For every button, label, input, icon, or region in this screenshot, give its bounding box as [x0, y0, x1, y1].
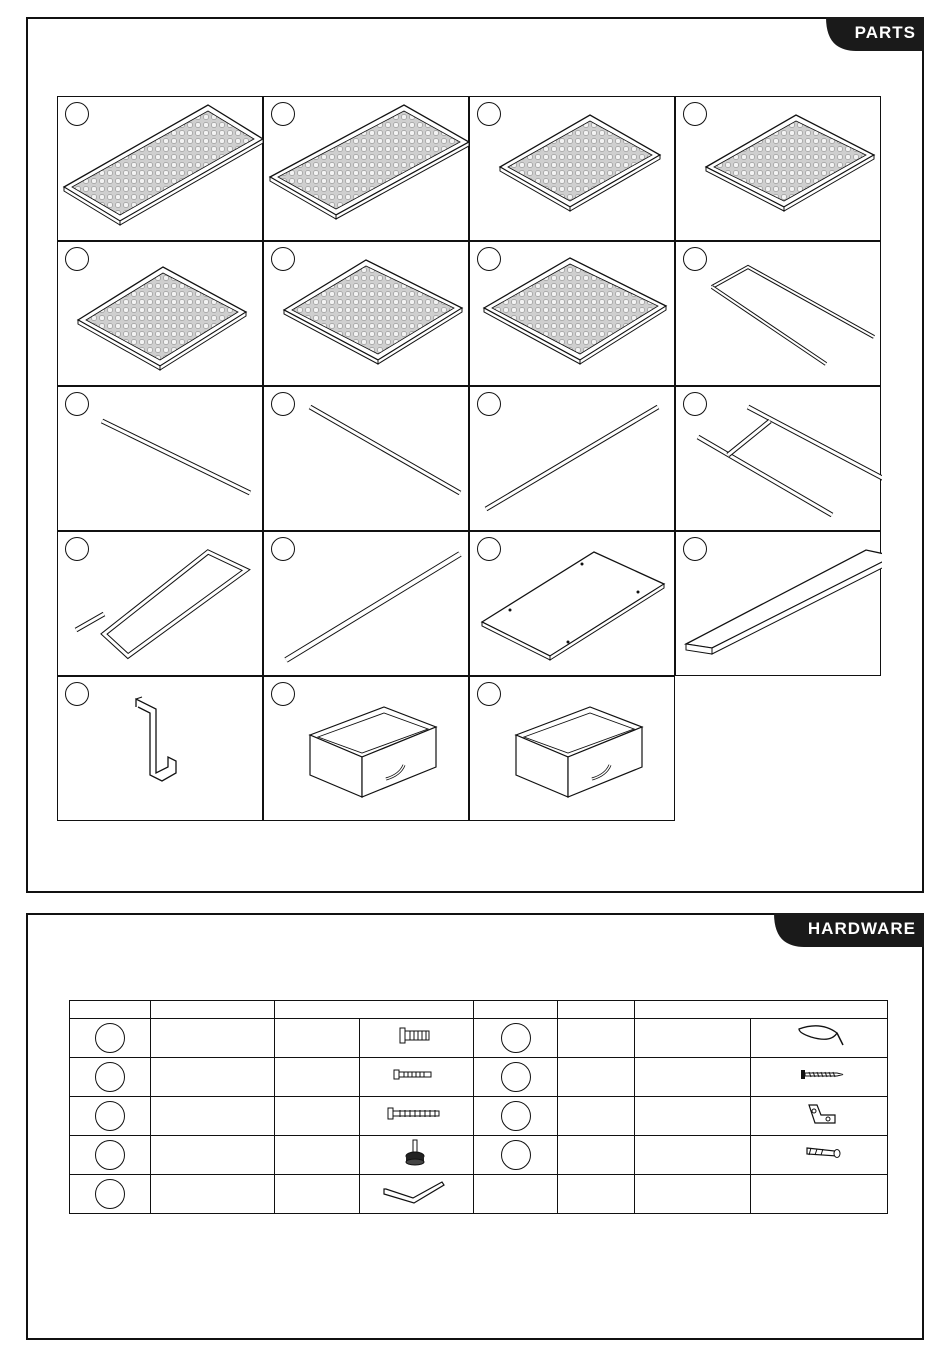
part-cell-18	[263, 676, 469, 821]
angle-bracket-icon	[751, 1097, 887, 1130]
header-cell	[70, 1001, 151, 1019]
part-cell-5	[57, 241, 263, 386]
part-number-circle	[271, 682, 295, 706]
part-cell-15	[469, 531, 675, 676]
leveling-foot-icon	[360, 1136, 473, 1169]
hardware-letter-circle	[95, 1023, 125, 1053]
h-frame-icon	[676, 387, 882, 532]
hardware-tab-label: HARDWARE	[807, 919, 916, 938]
part-cell-14	[263, 531, 469, 676]
mesh-shelf-long-icon	[264, 97, 470, 242]
hardware-row	[70, 1058, 888, 1097]
mesh-shelf-medium-icon	[676, 97, 882, 242]
hardware-letter-circle	[95, 1062, 125, 1092]
part-cell-9	[57, 386, 263, 531]
header-cell	[558, 1001, 635, 1019]
header-cell	[151, 1001, 275, 1019]
part-cell-2	[263, 96, 469, 241]
hardware-letter-circle	[95, 1101, 125, 1131]
hardware-letter-circle	[501, 1140, 531, 1170]
hook-icon	[58, 677, 264, 822]
mesh-shelf-square-icon	[264, 242, 470, 387]
rail-bar-icon	[264, 387, 470, 532]
wood-screw-icon	[751, 1058, 887, 1091]
part-number-circle	[477, 392, 501, 416]
part-number-circle	[65, 247, 89, 271]
flat-head-screw-icon	[360, 1019, 473, 1052]
part-number-circle	[271, 102, 295, 126]
part-cell-4	[675, 96, 881, 241]
wall-anchor-icon	[751, 1136, 887, 1169]
part-number-circle	[477, 102, 501, 126]
hardware-table	[69, 1000, 888, 1214]
hardware-letter-circle	[95, 1179, 125, 1209]
mesh-shelf-medium-icon	[470, 97, 676, 242]
part-number-circle	[477, 682, 501, 706]
part-cell-6	[263, 241, 469, 386]
part-cell-12	[675, 386, 881, 531]
hardware-row	[70, 1175, 888, 1214]
part-number-circle	[65, 682, 89, 706]
drawer-icon	[470, 677, 676, 822]
part-number-circle	[271, 537, 295, 561]
long-bar-icon	[264, 532, 470, 677]
long-screw-icon	[360, 1058, 473, 1091]
part-number-circle	[683, 247, 707, 271]
part-cell-16	[675, 531, 881, 676]
part-number-circle	[683, 537, 707, 561]
part-cell-10	[263, 386, 469, 531]
header-cell	[635, 1001, 888, 1019]
part-number-circle	[65, 102, 89, 126]
mesh-shelf-square-icon	[470, 242, 676, 387]
board-panel-icon	[470, 532, 676, 677]
part-cell-13	[57, 531, 263, 676]
hardware-letter-circle	[501, 1062, 531, 1092]
part-cell-19	[469, 676, 675, 821]
part-number-circle	[477, 537, 501, 561]
rail-bar-icon	[470, 387, 676, 532]
part-cell-17	[57, 676, 263, 821]
drawer-icon	[264, 677, 470, 822]
part-cell-8	[675, 241, 881, 386]
extra-long-screw-icon	[360, 1097, 473, 1130]
part-number-circle	[477, 247, 501, 271]
rail-bar-icon	[58, 387, 264, 532]
part-cell-11	[469, 386, 675, 531]
part-cell-1	[57, 96, 263, 241]
plank-icon	[676, 532, 882, 677]
part-number-circle	[65, 392, 89, 416]
part-number-circle	[65, 537, 89, 561]
parts-tab-label: PARTS	[854, 23, 916, 42]
mesh-shelf-long-icon	[58, 97, 264, 242]
header-cell	[275, 1001, 474, 1019]
hardware-row	[70, 1097, 888, 1136]
hardware-row	[70, 1136, 888, 1175]
part-cell-7	[469, 241, 675, 386]
part-number-circle	[271, 392, 295, 416]
cable-tie-icon	[751, 1019, 887, 1052]
u-frame-icon	[676, 242, 882, 387]
mesh-shelf-square-icon	[58, 242, 264, 387]
hardware-row	[70, 1019, 888, 1058]
rect-frame-icon	[58, 532, 264, 677]
part-number-circle	[683, 392, 707, 416]
part-number-circle	[683, 102, 707, 126]
hardware-letter-circle	[501, 1101, 531, 1131]
hardware-letter-circle	[95, 1140, 125, 1170]
hardware-letter-circle	[501, 1023, 531, 1053]
part-number-circle	[271, 247, 295, 271]
part-cell-3	[469, 96, 675, 241]
hardware-header-row	[70, 1001, 888, 1019]
header-cell	[474, 1001, 558, 1019]
allen-key-icon	[360, 1175, 473, 1208]
